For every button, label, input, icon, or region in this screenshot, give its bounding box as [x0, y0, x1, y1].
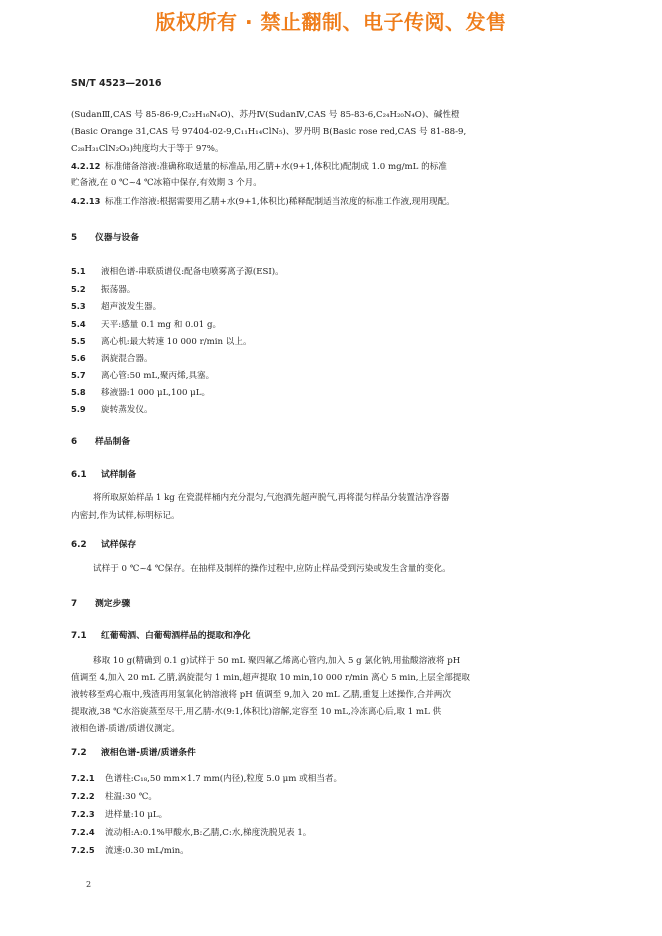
section-heading — [71, 596, 130, 613]
clause-item — [71, 842, 189, 860]
clause-number: 7.2.2 — [71, 791, 95, 801]
clause-text: 离心机:最大转速 10 000 r/min 以上。 — [101, 337, 252, 347]
section-title: 测定步骤 — [95, 599, 131, 609]
paragraph-line: 内密封,作为试样,标明标记。 — [71, 511, 180, 521]
paragraph-line: 值调至 4,加入 20 mL 乙腈,涡旋混匀 1 min,超声提取 10 min,10 000 r/min 离心 5 min,上层全部提取 — [71, 673, 471, 683]
section-title: 仪器与设备 — [95, 233, 139, 243]
subsection-heading — [71, 628, 251, 645]
clause-text: 流速:0.30 mL/min。 — [105, 846, 189, 856]
clause-item — [71, 158, 447, 176]
clause-item — [71, 367, 214, 385]
paragraph-line: 移取 10 g(精确到 0.1 g)试样于 50 mL 聚四氟乙烯离心管内,加入 5 g 氯化钠,用盐酸溶液将 pH — [93, 656, 461, 666]
paragraph-line: 试样于 0 ℃~4 ℃保存。在抽样及制样的操作过程中,应防止样品受到污染或发生含量的变化。 — [93, 564, 451, 574]
section-heading — [71, 230, 139, 247]
clause-number: 5.2 — [71, 284, 86, 294]
clause-item — [71, 824, 311, 842]
paragraph-line: 液转移至鸡心瓶中,残渣再用氢氧化钠溶液将 pH 值调至 9,加入 20 mL 乙腈,重复上述操作,合并两次 — [71, 690, 451, 700]
subsection-number: 7.2 — [71, 748, 87, 758]
clause-number: 4.2.13 — [71, 196, 101, 206]
clause-text: 柱温:30 ℃。 — [105, 792, 157, 802]
clause-item — [71, 788, 157, 806]
clause-item — [71, 384, 210, 402]
clause-text: 标准工作溶液:根据需要用乙腈+水(9+1,体积比)稀释配制适当浓度的标准工作液,现用现配。 — [105, 197, 455, 207]
subsection-heading — [71, 537, 136, 554]
clause-number: 5.4 — [71, 319, 86, 329]
paragraph-line: 贮备液,在 0 ℃~4 ℃冰箱中保存,有效期 3 个月。 — [71, 178, 262, 188]
subsection-title: 液相色谱-质谱/质谱条件 — [101, 748, 196, 758]
clause-item — [71, 193, 455, 211]
section-number: 7 — [71, 599, 78, 609]
clause-number: 5.6 — [71, 353, 86, 363]
section-number: 5 — [71, 233, 78, 243]
subsection-number: 7.1 — [71, 631, 87, 641]
paragraph-line: 液相色谱-质谱/质谱仪测定。 — [71, 724, 180, 734]
subsection-heading — [71, 745, 196, 762]
clause-text: 旋转蒸发仪。 — [101, 405, 153, 415]
clause-text: 涡旋混合器。 — [101, 354, 153, 364]
clause-item — [71, 316, 221, 334]
section-title: 样品制备 — [95, 437, 131, 447]
clause-text: 离心管:50 mL,聚丙烯,具塞。 — [101, 371, 215, 381]
clause-text: 标准储备溶液:准确称取适量的标准品,用乙腈+水(9+1,体积比)配制成 1.0 mg/mL 的标准 — [105, 162, 447, 172]
subsection-title: 试样保存 — [101, 540, 137, 550]
clause-text: 液相色谱-串联质谱仪:配备电喷雾离子源(ESI)。 — [101, 267, 284, 277]
subsection-heading — [71, 467, 136, 484]
clause-item — [71, 333, 252, 351]
clause-number: 5.1 — [71, 266, 86, 276]
clause-number: 5.5 — [71, 336, 86, 346]
paragraph-line: 将所取原始样品 1 kg 在瓷混样桶内充分混匀,气泡酒先超声脱气,再将混匀样品分装置洁净容器 — [93, 493, 450, 503]
clause-item — [71, 350, 153, 368]
clause-text: 进样量:10 μL。 — [105, 810, 168, 820]
clause-text: 天平:感量 0.1 mg 和 0.01 g。 — [101, 320, 222, 330]
section-number: 6 — [71, 437, 78, 447]
paragraph-line: (Basic Orange 31,CAS 号 97404-02-9,C₁₁H₁₄ClN₅)、罗丹明 B(Basic rose red,CAS 号 81-88-9, — [71, 127, 467, 137]
clause-number: 7.2.4 — [71, 827, 95, 837]
clause-number: 7.2.1 — [71, 773, 95, 783]
clause-number: 7.2.3 — [71, 809, 95, 819]
clause-item — [71, 263, 284, 281]
clause-item — [71, 298, 161, 316]
clause-number: 5.7 — [71, 370, 86, 380]
clause-item — [71, 806, 167, 824]
clause-text: 流动相:A:0.1%甲酸水,B:乙腈,C:水,梯度洗脱见表 1。 — [105, 828, 312, 838]
subsection-number: 6.2 — [71, 540, 87, 550]
paragraph-line: (SudanⅢ,CAS 号 85-86-9,C₂₂H₁₆N₄O)、苏丹Ⅳ(SudanⅣ,CAS 号 85-83-6,C₂₄H₂₀N₄O)、碱性橙 — [71, 110, 460, 120]
clause-text: 色谱柱:C₁₈,50 mm×1.7 mm(内径),粒度 5.0 μm 或相当者。 — [105, 774, 343, 784]
paragraph-line: C₂₈H₃₁ClN₂O₃)纯度均大于等于 97%。 — [71, 144, 224, 154]
clause-text: 振荡器。 — [101, 285, 136, 295]
standard-number: SN/T 4523—2016 — [71, 78, 162, 89]
clause-number: 5.3 — [71, 301, 86, 311]
clause-number: 4.2.12 — [71, 161, 101, 171]
clause-item — [71, 770, 342, 788]
copyright-banner: 版权所有 · 禁止翻制、电子传阅、发售 — [155, 10, 507, 34]
clause-number: 7.2.5 — [71, 845, 95, 855]
paragraph-line: 提取液,38 ℃水浴旋蒸至尽干,用乙腈-水(9:1,体积比)溶解,定容至 10 mL,冷冻离心后,取 1 mL 供 — [71, 707, 442, 717]
page-number: 2 — [86, 880, 92, 889]
clause-number: 5.9 — [71, 404, 86, 414]
clause-text: 超声波发生器。 — [101, 302, 162, 312]
section-heading — [71, 434, 130, 451]
subsection-number: 6.1 — [71, 470, 87, 480]
subsection-title: 红葡萄酒、白葡萄酒样品的提取和净化 — [101, 631, 251, 641]
clause-text: 移液器:1 000 μL,100 μL。 — [101, 388, 211, 398]
clause-item — [71, 401, 153, 419]
subsection-title: 试样制备 — [101, 470, 137, 480]
clause-number: 5.8 — [71, 387, 86, 397]
clause-item — [71, 281, 135, 299]
